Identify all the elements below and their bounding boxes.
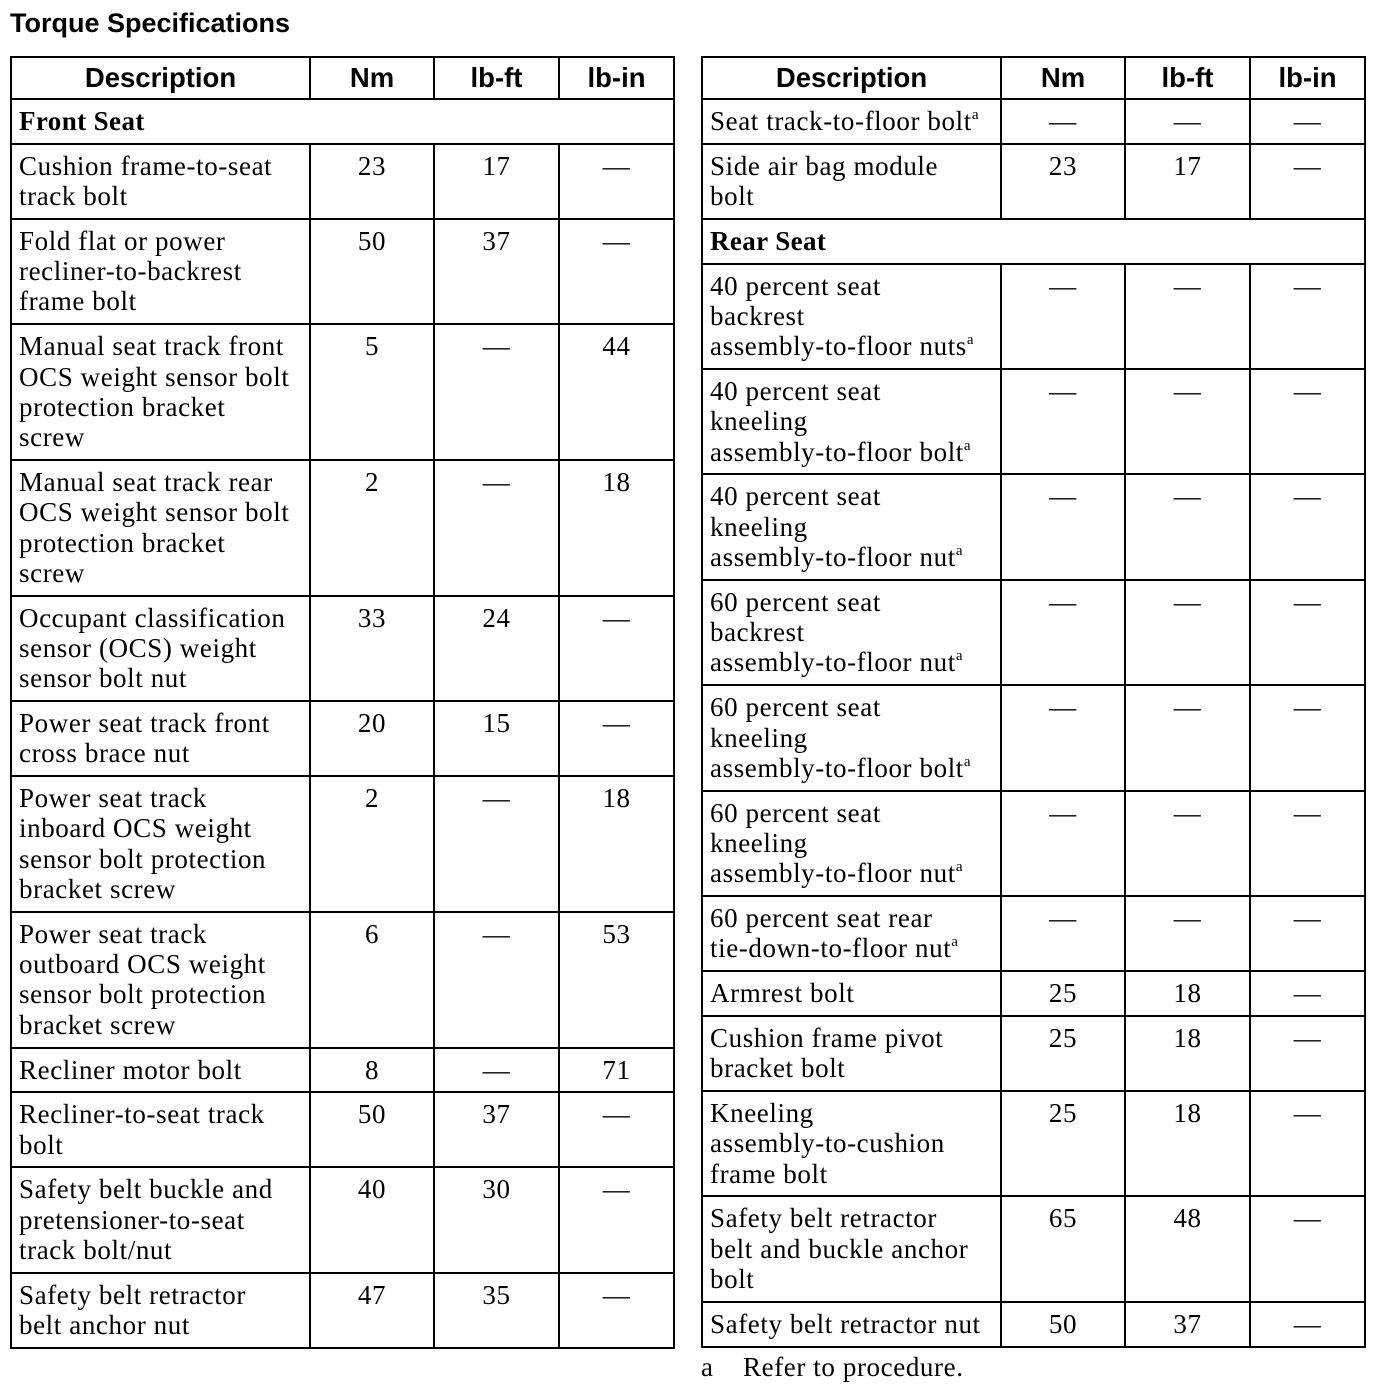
table-header [703, 58, 1364, 100]
value-lbin: — [1293, 1308, 1322, 1339]
footnote-ref: a [955, 543, 963, 560]
header-lbin: lb-in [1278, 62, 1337, 94]
table-row [12, 1049, 673, 1094]
value-lbin: 53 [602, 918, 631, 949]
section-title: Rear Seat [710, 225, 827, 256]
description-text: Manual seat track rear OCS weight sensor bolt protection bracket screw [19, 466, 290, 588]
table-row [703, 897, 1364, 972]
value-lbin: — [602, 1174, 631, 1205]
value-lbft: 48 [1126, 1197, 1251, 1300]
value-nm: 2 [311, 461, 435, 595]
value-lbft: — [1126, 897, 1251, 970]
row-description [12, 1168, 311, 1271]
value-nm: — [1002, 792, 1126, 895]
row-description [12, 1049, 311, 1092]
value-lbft: — [1126, 581, 1251, 684]
value-lbft: 37 [1126, 1303, 1251, 1346]
value-lbft: — [1126, 686, 1251, 789]
value-nm: 50 [311, 220, 435, 323]
header-nm: Nm [1002, 58, 1126, 98]
value-nm: 6 [311, 913, 435, 1047]
table-row [12, 777, 673, 913]
footnote-ref: a [963, 437, 971, 454]
value-nm: 65 [1002, 1197, 1126, 1300]
description-text: Cushion frame-to-seat track bolt [19, 150, 273, 212]
description-text: Occupant classification sensor (OCS) weight sensor bolt nut [19, 602, 286, 694]
description-text: Safety belt buckle and pretensioner-to-seat track bolt/nut [19, 1174, 273, 1265]
description-text: Recliner motor bolt [19, 1054, 242, 1085]
value-lbft: — [1126, 265, 1251, 368]
value-nm: 23 [311, 145, 435, 218]
description-text: Manual seat track front OCS weight sensor bolt protection bracket screw [19, 331, 290, 453]
value-nm: — [1002, 897, 1126, 970]
header-nm: Nm [311, 58, 435, 98]
table-row [703, 972, 1364, 1017]
value-nm: 23 [1002, 145, 1126, 218]
table-header [12, 58, 673, 100]
footnote-ref: a [971, 107, 979, 123]
value-lbin: 18 [602, 783, 631, 814]
row-description [12, 777, 311, 911]
value-lbin: — [1293, 586, 1322, 617]
header-description: Description [12, 58, 311, 98]
row-description [12, 145, 311, 218]
description-text: Power seat track outboard OCS weight sensor bolt protection bracket screw [19, 918, 267, 1040]
value-nm: 40 [311, 1168, 435, 1271]
footnote-marker: a [701, 1352, 714, 1382]
row-description [703, 792, 1002, 895]
table-row [12, 913, 673, 1049]
value-lbft: 18 [1126, 1092, 1251, 1195]
value-nm: 50 [311, 1093, 435, 1166]
description-text: Cushion frame pivot bracket bolt [710, 1022, 944, 1084]
value-nm: 50 [1002, 1303, 1126, 1346]
footnote-ref: a [955, 859, 963, 876]
value-lbin: — [1293, 978, 1322, 1009]
value-lbin: — [1293, 1022, 1322, 1053]
table-row [703, 100, 1364, 145]
description-text: Safety belt retractor belt and buckle anchor bolt [710, 1203, 969, 1294]
value-lbft: — [435, 325, 560, 459]
header-description: Description [703, 58, 1002, 98]
row-description [703, 1017, 1002, 1090]
table-row [703, 792, 1364, 897]
row-description [703, 370, 1002, 473]
table-row [703, 265, 1364, 370]
row-description [703, 145, 1002, 218]
value-lbft: 18 [1126, 1017, 1251, 1090]
value-nm: 5 [311, 325, 435, 459]
row-description [703, 581, 1002, 684]
header-lbin: lb-in [587, 62, 646, 94]
description-text: 40 percent seat backrest assembly-to-floor nuts [710, 270, 967, 362]
value-lbin: — [602, 150, 631, 181]
header-lbft: lb-ft [435, 58, 560, 98]
table-row [703, 475, 1364, 580]
section-row [703, 220, 1364, 265]
description-text: Safety belt retractor nut [710, 1308, 981, 1339]
table-row [12, 325, 673, 461]
value-lbin: — [1293, 692, 1322, 723]
description-text: Power seat track front cross brace nut [19, 708, 270, 769]
value-nm: 20 [311, 702, 435, 775]
value-nm: 8 [311, 1049, 435, 1092]
description-text: Kneeling assembly-to-cushion frame bolt [710, 1098, 945, 1189]
value-nm: 2 [311, 777, 435, 911]
value-lbin: — [602, 225, 631, 256]
table-row [12, 1093, 673, 1168]
value-lbin: — [602, 1279, 631, 1310]
row-description [703, 1092, 1002, 1195]
value-nm: — [1002, 370, 1126, 473]
table-row [703, 1303, 1364, 1346]
value-lbin: — [1293, 376, 1322, 407]
value-lbft: — [435, 913, 560, 1047]
table-row [12, 702, 673, 777]
value-lbft: 15 [435, 702, 560, 775]
value-lbft: — [1126, 475, 1251, 578]
description-text: Recliner-to-seat track bolt [19, 1099, 265, 1160]
table-row [703, 1017, 1364, 1092]
value-lbin: — [1293, 1098, 1322, 1129]
row-description [12, 461, 311, 595]
value-lbin: 71 [602, 1054, 631, 1085]
row-description [12, 220, 311, 323]
header-lbft: lb-ft [1126, 58, 1251, 98]
value-lbft: — [1126, 792, 1251, 895]
value-nm: — [1002, 581, 1126, 684]
value-nm: — [1002, 100, 1126, 143]
description-text: 60 percent seat kneeling assembly-to-floor bolt [710, 692, 964, 783]
value-lbft: 37 [435, 1093, 560, 1166]
value-lbin: — [602, 602, 631, 633]
row-description [703, 686, 1002, 789]
description-text: 40 percent seat kneeling assembly-to-floor nut [710, 481, 956, 573]
value-lbft: 37 [435, 220, 560, 323]
row-description [703, 265, 1002, 368]
value-lbin: — [1293, 150, 1322, 181]
value-lbin: 44 [602, 331, 631, 362]
value-lbft: — [1126, 370, 1251, 473]
row-description [12, 1093, 311, 1166]
section-title: Front Seat [19, 106, 145, 136]
row-description [703, 972, 1002, 1015]
row-description [12, 1274, 311, 1347]
value-lbft: 35 [435, 1274, 560, 1347]
value-lbin: 18 [602, 466, 631, 497]
row-description [12, 913, 311, 1047]
value-lbin: — [1293, 481, 1322, 512]
row-description [703, 100, 1002, 143]
torque-table-front [10, 56, 675, 1349]
value-lbin: — [1293, 903, 1322, 934]
row-description [12, 597, 311, 700]
table-row [12, 597, 673, 702]
description-text: Fold flat or power recliner-to-backrest frame bolt [19, 225, 242, 317]
value-nm: 25 [1002, 972, 1126, 1015]
description-text: Power seat track inboard OCS weight sensor bolt protection bracket screw [19, 783, 267, 905]
value-nm: 33 [311, 597, 435, 700]
table-row [703, 1197, 1364, 1302]
value-lbft: — [435, 461, 560, 595]
value-nm: — [1002, 475, 1126, 578]
section-row [12, 100, 673, 145]
value-lbft: 18 [1126, 972, 1251, 1015]
table-row [12, 1274, 673, 1347]
table-row [12, 1168, 673, 1273]
footnote-ref: a [966, 332, 974, 349]
value-lbin: — [602, 1099, 631, 1130]
row-description [703, 1303, 1002, 1346]
value-lbft: 30 [435, 1168, 560, 1271]
value-nm: — [1002, 265, 1126, 368]
value-lbft: — [435, 1049, 560, 1092]
description-text: 40 percent seat kneeling assembly-to-floor bolt [710, 376, 964, 467]
value-lbin: — [602, 708, 631, 739]
description-text: 60 percent seat backrest assembly-to-floor nut [710, 586, 956, 678]
value-nm: — [1002, 686, 1126, 789]
value-lbft: — [435, 777, 560, 911]
description-text: 60 percent seat kneeling assembly-to-floor nut [710, 797, 956, 889]
table-row [703, 145, 1364, 220]
value-lbft: 17 [1126, 145, 1251, 218]
footnote-ref: a [951, 934, 958, 951]
description-text: Side air bag module bolt [710, 150, 939, 212]
row-description [12, 325, 311, 459]
footnote-text: Refer to procedure. [743, 1352, 964, 1382]
torque-table-rear [701, 56, 1366, 1348]
value-nm: 25 [1002, 1017, 1126, 1090]
table-row [703, 370, 1364, 475]
value-lbin: — [1293, 270, 1322, 301]
row-description [703, 475, 1002, 578]
table-row [12, 220, 673, 325]
value-lbft: 17 [435, 145, 560, 218]
table-row [12, 145, 673, 220]
value-lbin: — [1293, 106, 1322, 136]
row-description [12, 702, 311, 775]
table-row [12, 461, 673, 597]
value-lbft: — [1126, 100, 1251, 143]
value-nm: 47 [311, 1274, 435, 1347]
footnote [701, 1352, 964, 1382]
footnote-ref: a [955, 648, 963, 665]
page-title: Torque Specifications [10, 8, 291, 38]
value-lbin: — [1293, 1203, 1322, 1234]
description-text: 60 percent seat rear tie-down-to-floor nut [710, 903, 952, 964]
table-row [703, 686, 1364, 791]
value-lbft: 24 [435, 597, 560, 700]
row-description [703, 897, 1002, 970]
table-row [703, 1092, 1364, 1197]
row-description [703, 1197, 1002, 1300]
value-lbin: — [1293, 797, 1322, 828]
description-text: Seat track-to-floor bolt [710, 106, 972, 136]
value-nm: 25 [1002, 1092, 1126, 1195]
table-row [703, 581, 1364, 686]
footnote-ref: a [963, 753, 971, 770]
description-text: Safety belt retractor belt anchor nut [19, 1279, 246, 1341]
description-text: Armrest bolt [710, 978, 855, 1009]
